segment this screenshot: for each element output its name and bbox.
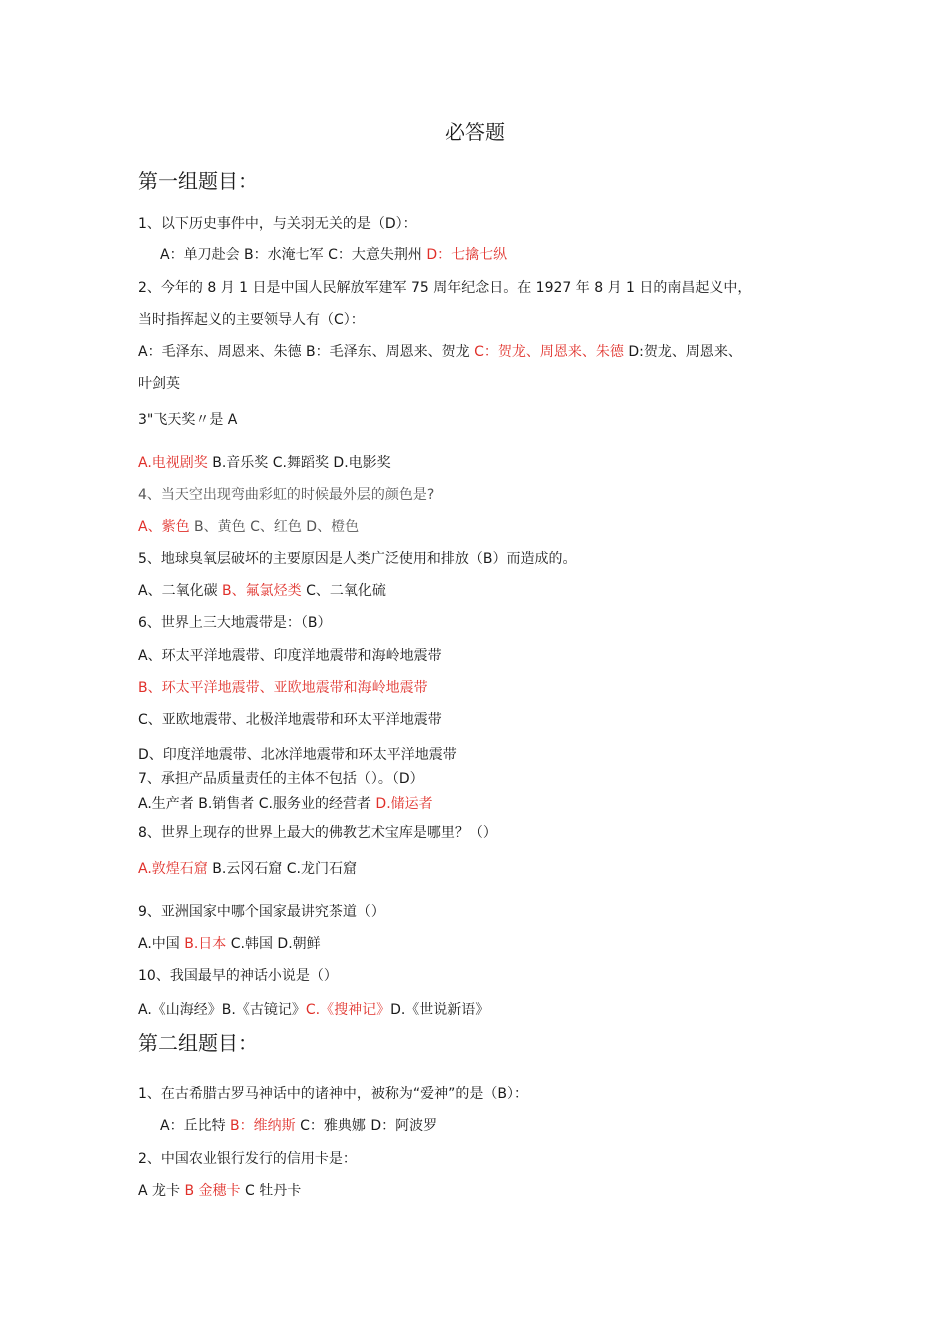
g1-q1: 1、以下历史事件中，与关羽无关的是（D）： bbox=[138, 216, 417, 232]
g1-q7-answer: D.储运者 bbox=[375, 796, 433, 812]
g1-q10-answer: C.《搜神记》 bbox=[305, 1002, 391, 1018]
g1-q6-opt-d: D、印度洋地震带、北冰洋地震带和环太平洋地震带 bbox=[138, 747, 457, 763]
g1-q7-options bbox=[138, 795, 433, 813]
g1-q9-options bbox=[138, 935, 321, 953]
g1-q8-options bbox=[138, 860, 357, 878]
g1-q9-answer: B.日本 bbox=[184, 936, 227, 952]
g1-q7-opts: A.生产者 B.销售者 C.服务业的经营者 bbox=[138, 796, 376, 812]
g1-q2-options-cont: 叶剑英 bbox=[138, 376, 180, 392]
g2-q1-opt-a: A：丘比特 bbox=[160, 1118, 231, 1134]
g1-q8-answer: A.敦煌石窟 bbox=[138, 861, 208, 877]
g1-q10: 10、我国最早的神话小说是（） bbox=[138, 968, 338, 984]
g1-q4-opts: B、黄色 C、红色 D、橙色 bbox=[189, 519, 360, 535]
g1-q10-opt-d: D.《世说新语》 bbox=[390, 1002, 490, 1018]
g1-q9: 9、亚洲国家中哪个国家最讲究茶道（） bbox=[138, 904, 385, 920]
g1-q3-opts: B.音乐奖 C.舞蹈奖 D.电影奖 bbox=[207, 455, 391, 471]
g1-q8-opts: B.云冈石窟 C.龙门石窟 bbox=[207, 861, 357, 877]
g1-q2-answer: C：贺龙、周恩来、朱德 bbox=[474, 344, 624, 360]
g1-q10-opts-ab: A.《山海经》B.《古镜记》 bbox=[138, 1002, 306, 1018]
g2-q1-answer: B：维纳斯 bbox=[230, 1118, 296, 1134]
g1-q6: 6、世界上三大地震带是：（B） bbox=[138, 615, 332, 631]
page-title: 必答题 bbox=[445, 120, 505, 144]
g1-q2-line2: 当时指挥起义的主要领导人有（C）： bbox=[138, 312, 365, 328]
g1-q3-answer: A.电视剧奖 bbox=[138, 455, 208, 471]
g2-q2-opt-a: A 龙卡 bbox=[138, 1183, 185, 1199]
g2-q2-options bbox=[138, 1182, 301, 1200]
g1-q6-opt-a: A、环太平洋地震带、印度洋地震带和海岭地震带 bbox=[138, 648, 442, 664]
g1-q6-opt-c: C、亚欧地震带、北极洋地震带和环太平洋地震带 bbox=[138, 712, 442, 728]
g1-q5-opt-a: A、二氧化碳 bbox=[138, 583, 223, 599]
g1-q7: 7、承担产品质量责任的主体不包括（）。（D） bbox=[138, 771, 424, 787]
group2-heading: 第二组题目： bbox=[138, 1031, 258, 1055]
g1-q1-answer: D：七擒七纵 bbox=[426, 247, 508, 263]
g2-q2-answer: B 金穗卡 bbox=[184, 1183, 241, 1199]
g1-q8: 8、世界上现存的世界上最大的佛教艺术宝库是哪里？（） bbox=[138, 825, 497, 841]
g1-q3-options bbox=[138, 454, 391, 472]
g1-q1-opts: A：单刀赴会 B：水淹七军 C：大意失荆州 bbox=[160, 247, 427, 263]
g1-q4-answer: A、紫色 bbox=[138, 519, 190, 535]
g2-q2-opt-c: C 牡丹卡 bbox=[240, 1183, 302, 1199]
g1-q5-options bbox=[138, 582, 386, 600]
g1-q5-opt-c: C、二氧化硫 bbox=[301, 583, 386, 599]
g1-q2-opt-d: D:贺龙、周恩来、 bbox=[623, 344, 742, 360]
g1-q1-options bbox=[160, 246, 507, 264]
g2-q1: 1、在古希腊古罗马神话中的诸神中，被称为“爱神”的是（B）： bbox=[138, 1086, 529, 1102]
group1-heading: 第一组题目： bbox=[138, 169, 258, 193]
g1-q4-options bbox=[138, 518, 359, 536]
g1-q2-opt-a: A：毛泽东、周恩来、朱德 B：毛泽东、周恩来、贺龙 bbox=[138, 344, 475, 360]
g1-q5-answer: B、氟氯烃类 bbox=[222, 583, 302, 599]
g2-q1-opts: C：雅典娜 D：阿波罗 bbox=[295, 1118, 438, 1134]
g1-q2-options bbox=[138, 343, 742, 361]
g1-q5: 5、地球臭氧层破坏的主要原因是人类广泛使用和排放（B）而造成的。 bbox=[138, 551, 577, 567]
g1-q2-line1: 2、今年的 8 月 1 日是中国人民解放军建军 75 周年纪念日。在 1927 年 8 月 1 日的南昌起义中， bbox=[138, 280, 752, 296]
g1-q10-options bbox=[138, 1001, 489, 1019]
g1-q9-opt-a: A.中国 bbox=[138, 936, 185, 952]
g1-q3: 3"飞天奖〃是 A bbox=[138, 412, 238, 428]
g2-q1-options bbox=[160, 1117, 437, 1135]
g1-q9-opts: C.韩国 D.朝鲜 bbox=[226, 936, 321, 952]
g2-q2: 2、中国农业银行发行的信用卡是： bbox=[138, 1151, 357, 1167]
g1-q6-answer: B、环太平洋地震带、亚欧地震带和海岭地震带 bbox=[138, 680, 428, 696]
g1-q4: 4、当天空出现弯曲彩虹的时候最外层的颜色是? bbox=[138, 487, 435, 503]
